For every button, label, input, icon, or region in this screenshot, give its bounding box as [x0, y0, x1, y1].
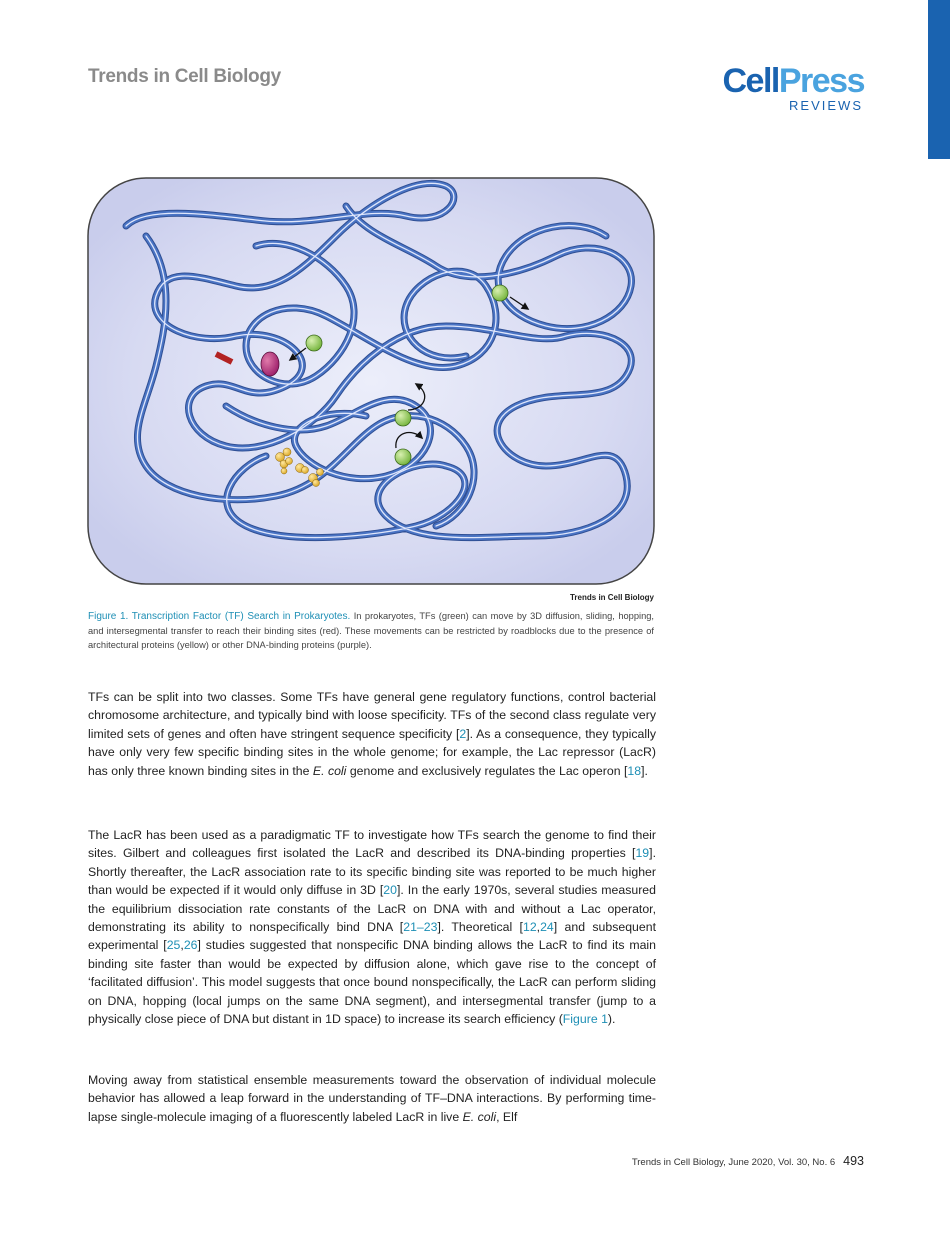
tf-3d-diffusion — [492, 285, 508, 301]
tf-hopping — [395, 410, 411, 426]
logo-cell-text: Cell — [722, 62, 779, 100]
side-tab — [928, 0, 950, 159]
logo-press-text: Press — [778, 62, 864, 100]
paragraph-2: The LacR has been used as a paradigmatic TF to investigate how TFs search the genome to find their sites. Gilbert and colleagues first isolated the LacR and described its DNA-binding properties [19]. Shortly thereafter, the LacR association rate to its specific binding site was reported to be much higher than would be expected if it would only diffuse in 3D [20]. In the early 1970s, several studies measured the equilibrium dissociation rate constants of the LacR on DNA with and without a Lac operator, demonstrating its ability to nonspecifically bind DNA [21–23]. Theoretical [12,24] and subsequent experimental [25,26] studies suggested that nonspecific DNA binding allows the LacR to find its main binding site faster than would be expected by diffusion alone, which gave rise to the concept of ‘facilitated diffusion’. This model suggests that once bound nonspecifically, the LacR can perform sliding on DNA, hopping (local jumps on the same DNA segment), and intersegmental transfer (jump to a physically close piece of DNA but distant in 1D space) to increase its search efficiency (Figure 1). — [88, 828, 656, 1027]
page-number: 493 — [843, 1154, 864, 1168]
tf-near-binding-site — [306, 335, 322, 351]
reference-link[interactable]: 12 — [522, 920, 537, 935]
caption-title[interactable]: Figure 1. Transcription Factor (TF) Search in Prokaryotes. — [88, 611, 351, 622]
tf-sliding — [395, 449, 411, 465]
reference-link[interactable]: 20 — [383, 883, 397, 898]
reference-link[interactable]: 18 — [627, 763, 642, 778]
reference-link[interactable]: 24 — [540, 920, 554, 935]
figure-reference-link[interactable]: Figure 1 — [562, 1012, 608, 1027]
figure-caption — [88, 609, 654, 652]
reference-link[interactable]: 19 — [635, 846, 650, 861]
figure-credit: Trends in Cell Biology — [569, 593, 654, 602]
reference-link[interactable]: 2 — [459, 726, 467, 741]
journal-name: Trends in Cell Biology — [88, 66, 281, 87]
paragraph-1: TFs can be split into two classes. Some TFs have general gene regulatory functions, control bacterial chromosome architecture, and typically bind with loose specificity. TFs of the second class regulate very limited sets of genes and often have stringent sequence specificity [2]. As a consequence, they typically have only very few specific binding sites in the whole genome; for example, the Lac repressor (LacR) has only three known binding sites in the E. coli genome and exclusively regulates the Lac operon [18]. — [88, 690, 656, 778]
reference-link[interactable]: 21–23 — [403, 920, 438, 935]
page-footer — [560, 1154, 864, 1168]
paragraph-3: Moving away from statistical ensemble measurements toward the observation of individual molecule behavior has allowed a leap forward in the understanding of TF–DNA interactions. By performing time-lapse single-molecule imaging of a fluorescently labeled LacR in live E. coli, Elf — [88, 1073, 656, 1124]
reference-link[interactable]: 25 — [166, 938, 181, 953]
logo-reviews-text: REVIEWS — [789, 98, 863, 113]
reference-link[interactable]: 26 — [183, 938, 198, 953]
caption-text: In prokaryotes, TFs (green) can move by 3D diffusion, sliding, hopping, and intersegmental transfer to reach their binding sites (red). These movements can be restricted by roadblocks due to the presence of architectural proteins (yellow) or other DNA-binding proteins (purple). — [88, 611, 654, 650]
dna-binding-protein-purple — [261, 352, 279, 376]
figure-1-illustration — [86, 176, 656, 586]
cellpress-logo[interactable] — [716, 64, 864, 113]
cell-outline — [88, 178, 654, 584]
footer-citation: Trends in Cell Biology, June 2020, Vol. 30, No. 6 — [631, 1157, 836, 1168]
